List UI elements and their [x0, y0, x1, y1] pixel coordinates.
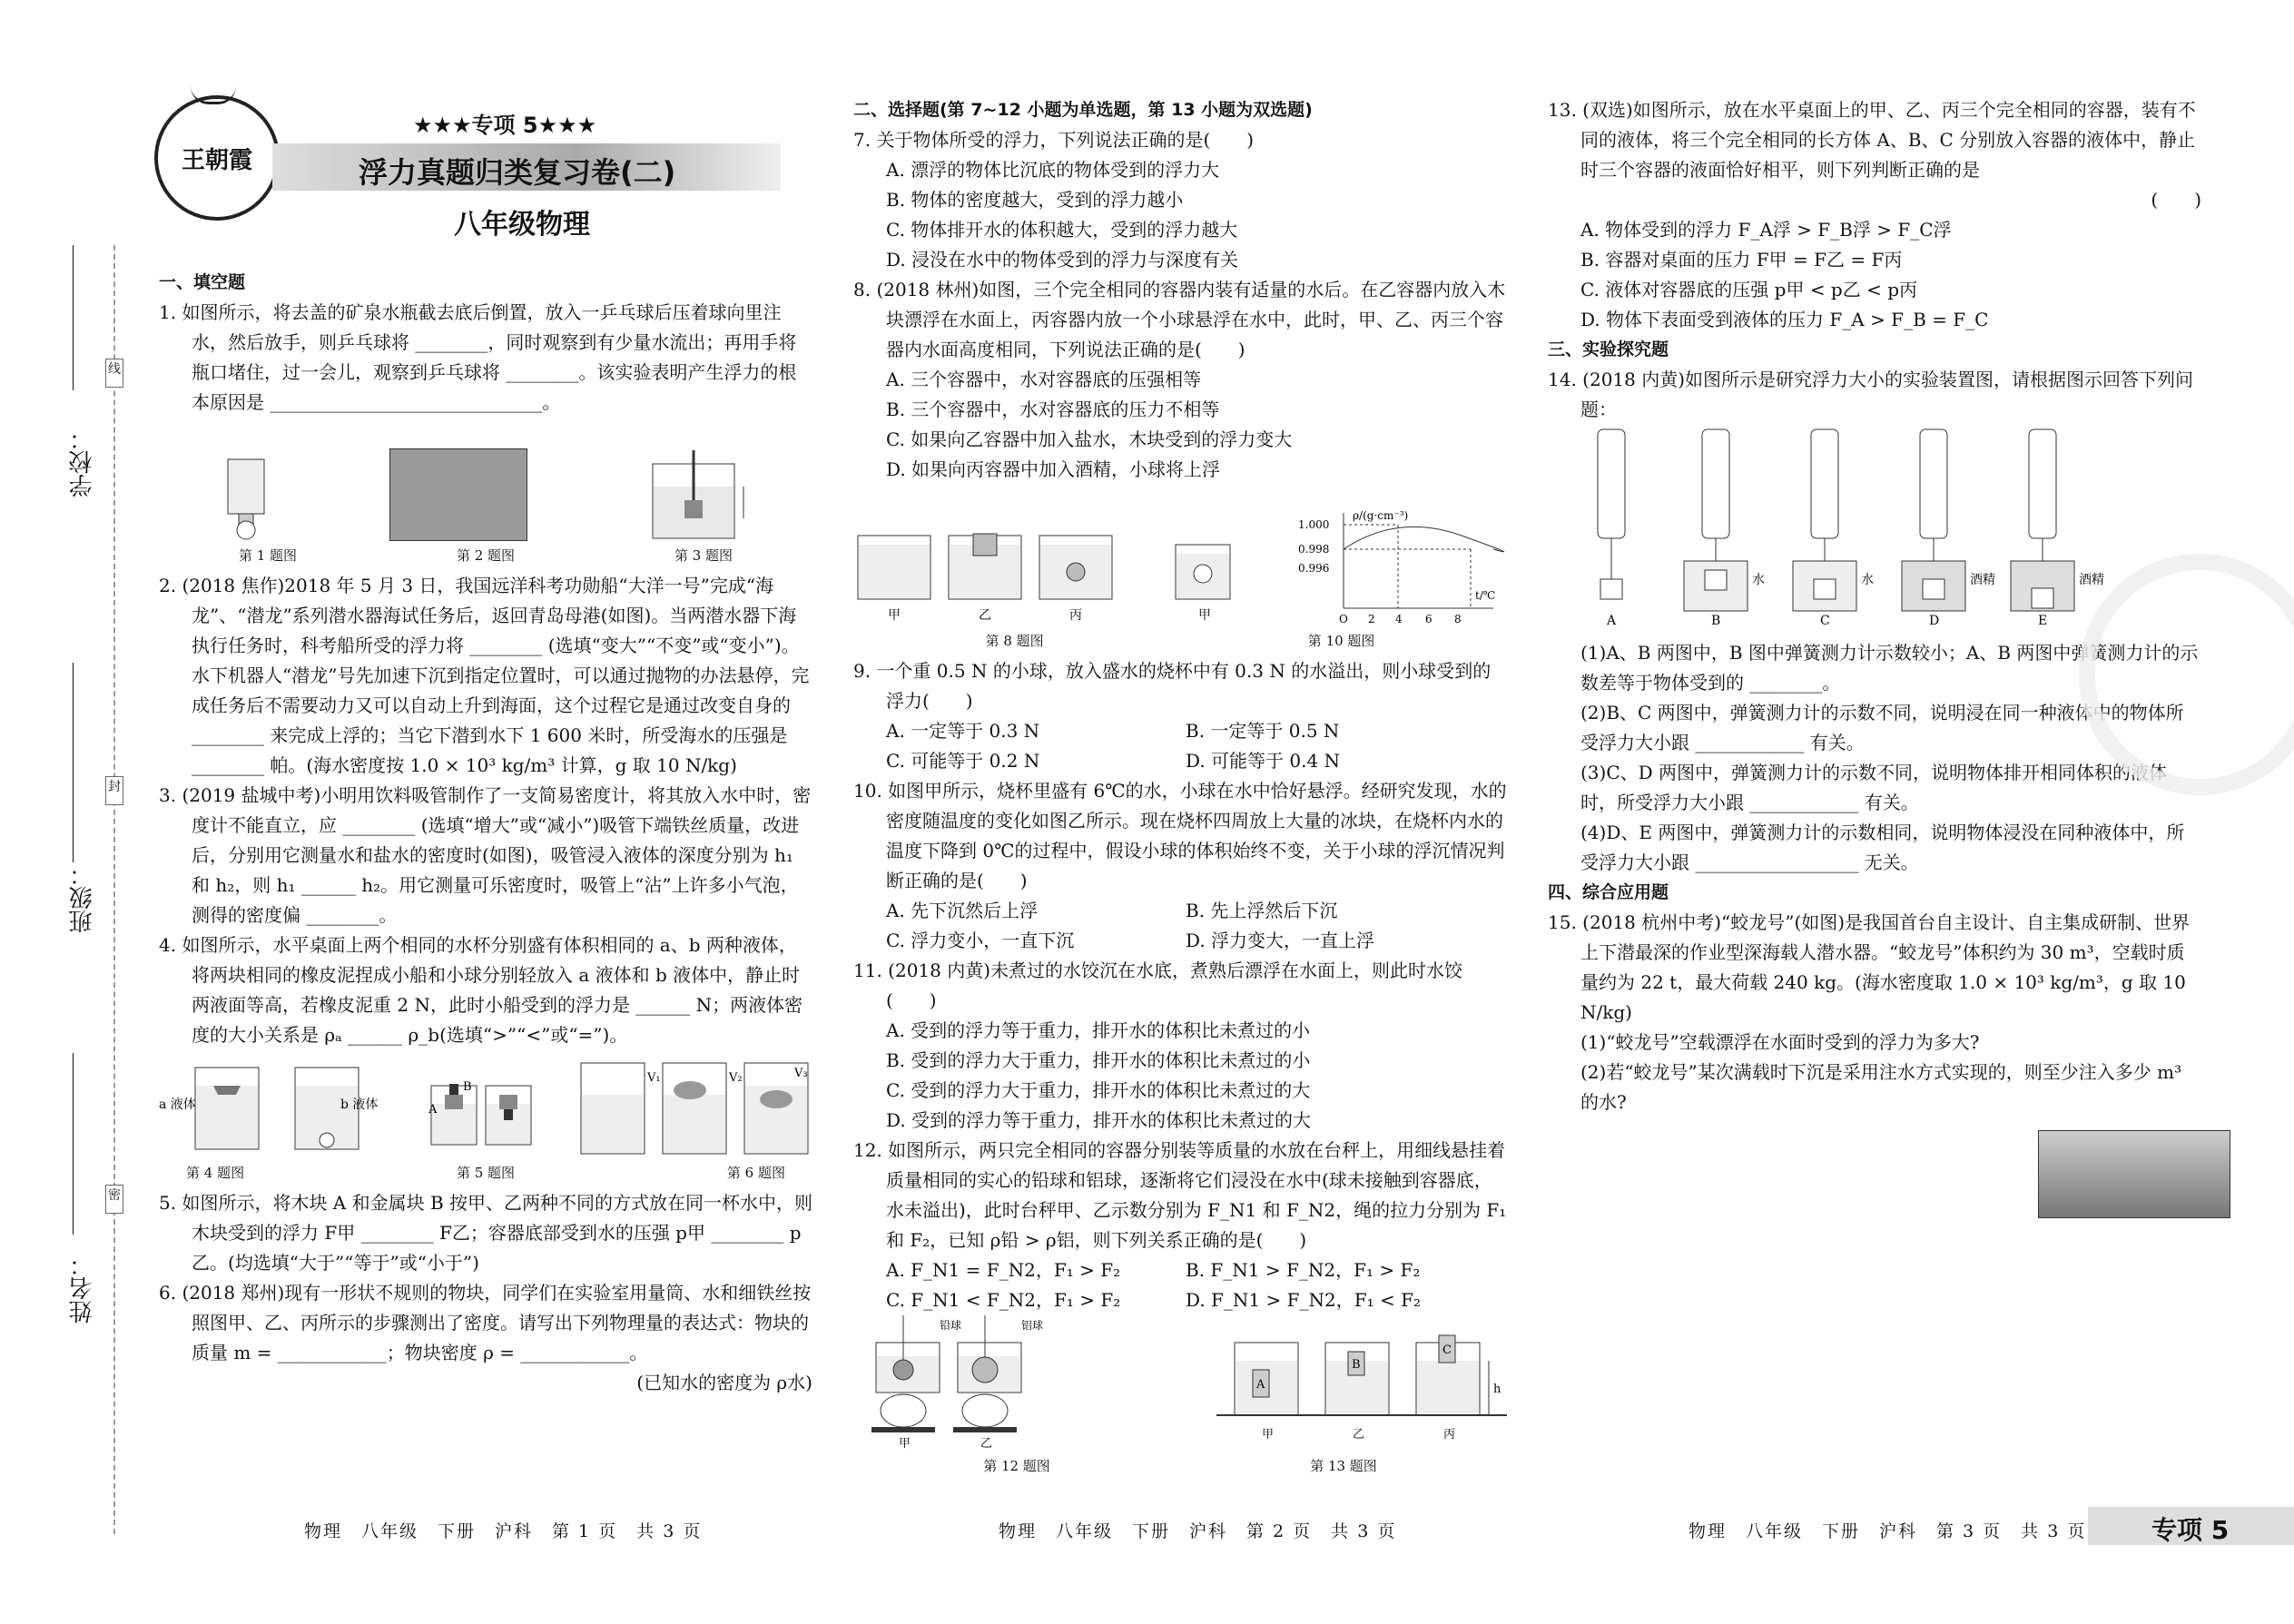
- school-label: 学校：: [69, 427, 96, 497]
- caption-fig12: 第 12 题图: [983, 1458, 1050, 1474]
- fig15-submarine-photo: [2038, 1130, 2230, 1218]
- caption-fig10: 第 10 题图: [1307, 633, 1375, 649]
- page-subtitle: 八年级物理: [454, 209, 590, 241]
- q8-option-c: C. 如果向乙容器中加入盐水，木块受到的浮力变大: [886, 428, 1293, 450]
- q12-option-d: D. F_N1 > F_N2，F₁ < F₂: [1186, 1289, 1421, 1311]
- question-5: 5. 如图所示，将木块 A 和金属块 B 按甲、乙两种不同的方式放在同一杯水中，则木块受到的浮力 F甲 ________ F乙；容器底部受到水的压强 p甲 ________ p乙。(均选填“大于”“等于”或“小于”): [159, 1192, 813, 1274]
- q7-option-c: C. 物体排开水的体积越大，受到的浮力越大: [886, 219, 1238, 241]
- q8-option-d: D. 如果向丙容器中加入酒精，小球将上浮: [886, 458, 1221, 480]
- fig10-x4: 4: [1395, 613, 1403, 625]
- fig14-water-b: 水: [1752, 573, 1765, 587]
- section-application: 四、综合应用题: [1548, 882, 1669, 902]
- topic-tag: ★★★专项 5★★★: [413, 113, 597, 138]
- q11-option-b: B. 受到的浮力大于重力，排开水的体积比未煮过的小: [886, 1049, 1311, 1071]
- footer-page-3: 物理 八年级 下册 沪科 第 3 页 共 3 页: [1689, 1521, 2087, 1541]
- fig12-lead-label: 铅球: [940, 1319, 962, 1332]
- fig6-v3: V₃: [794, 1067, 808, 1080]
- binding-line: [113, 245, 115, 1534]
- fig14-spring-scales: [1584, 425, 2165, 629]
- question-13: 13. (双选)如图所示，放在水平桌面上的甲、乙、丙三个完全相同的容器，装有不同的液体，将三个完全相同的长方体 A、B、C 分别放入容器的液体中，静止时三个容器的液面恰好相平，则下列判断正确的是: [1548, 99, 2196, 181]
- question-14: 14. (2018 内黄)如图所示是研究浮力大小的实验装置图，请根据图示回答下列问题：: [1548, 369, 2194, 420]
- fig14-label-e: E: [2038, 614, 2048, 628]
- fig8-jia: 甲: [888, 608, 901, 623]
- fig10-beaker: [1167, 517, 1248, 626]
- q12-option-c: C. F_N1 < F_N2，F₁ > F₂: [886, 1289, 1121, 1311]
- fig6-v1: V₁: [647, 1071, 661, 1085]
- caption-fig2: 第 2 题图: [456, 547, 516, 564]
- fig5-label-b: B: [463, 1080, 472, 1094]
- question-10: 10. 如图甲所示，烧杯里盛有 6℃的水，小球在水中恰好悬浮。经研究发现，水的密度随温度的变化如图乙所示。现在烧杯四周放上大量的冰块，在烧杯内水的温度下降到 0℃的过程中，假设小球的体积始终不变，关于小球的浮沉情况判断正确的是( ): [853, 780, 1507, 891]
- class-line: [73, 663, 74, 862]
- question-15: 15. (2018 杭州中考)“蛟龙号”(如图)是我国首台自主设计、自主集成研制、世界上下潜最深的作业型深海载人潜水器。“蛟龙号”体积约为 30 m³，空载时质量约为 22 t，最大荷载 240 kg。(海水密度取 1.0 × 10³ kg/m³，g 取 10 N/kg): [1548, 911, 2191, 1023]
- fig13-jia: 甲: [1262, 1428, 1275, 1442]
- seal-mark-2: 封: [105, 776, 123, 805]
- question-7: 7. 关于物体所受的浮力，下列说法正确的是( ): [853, 129, 1255, 151]
- fig14-scale-a: [1598, 429, 1625, 599]
- q11-option-c: C. 受到的浮力大于重力，排开水的体积比未煮过的大: [886, 1079, 1311, 1101]
- q10-options-row2: [853, 926, 1507, 956]
- fig10-x6: 6: [1425, 613, 1433, 625]
- fig4-cups: [159, 1058, 386, 1158]
- fig14-scale-e: [2011, 429, 2074, 611]
- q12-options-row2: [853, 1285, 1507, 1315]
- q9-option-d: D. 可能等于 0.4 N: [1186, 750, 1341, 772]
- fig3-beaker: [639, 450, 757, 541]
- section-fill-blank: 一、填空题: [159, 272, 246, 292]
- fig4-label-a: a 液体: [159, 1097, 196, 1112]
- fig13-c: C: [1442, 1343, 1452, 1357]
- q10-option-a: A. 先下沉然后上浮: [886, 900, 1039, 921]
- seal-mark-1: 线: [105, 359, 123, 388]
- q13-option-a: A. 物体受到的浮力 F_A浮 > F_B浮 > F_C浮: [1580, 219, 1952, 241]
- fig6-cylinders: [576, 1058, 812, 1158]
- fig10-x2: 2: [1368, 613, 1375, 625]
- q15-part-2: (2)若“蛟龙号”某次满载时下沉是采用注水方式实现的，则至少注入多少 m³ 的水?: [1580, 1061, 2182, 1113]
- fig10-y2: 0.998: [1298, 543, 1330, 556]
- fig12-al-label: 铝球: [1021, 1319, 1044, 1332]
- question-3: 3. (2019 盐城中考)小明用饮料吸管制作了一支简易密度计，将其放入水中时，密度计不能直立，应 ________ (选填“增大”或“减小”)吸管下端铁丝质量，改进后，分别用它测量水和盐水的密度时(如图)，吸管浸入液体的深度分别为 h₁ 和 h₂，则 h₁ ______ h₂。用它测量可乐密度时，吸管上“沾”上许多小气泡，测得的密度偏 ________。: [159, 784, 812, 926]
- school-line: [73, 245, 74, 390]
- fig14-alcohol-d: 酒精: [1970, 573, 1995, 587]
- fig5-blocks: [427, 1058, 536, 1158]
- fig6-v2: V₂: [729, 1071, 743, 1085]
- figures-4-6: [159, 1054, 812, 1158]
- q14-part-2: (2)B、C 两图中，弹簧测力计的示数不同，说明浸在同一种液体中的物体所受浮力大小跟 ____________ 有关。: [1580, 702, 2184, 753]
- q14-part-3: (3)C、D 两图中，弹簧测力计的示数不同，说明物体排开相同体积的液体时，所受浮力大小跟 ____________ 有关。: [1580, 762, 2168, 813]
- q14-part-1: (1)A、B 两图中，B 图中弹簧测力计示数较小；A、B 两图中弹簧测力计的示数差等于物体受到的 ________。: [1580, 642, 2199, 694]
- q10-options-row1: [853, 896, 1507, 926]
- question-13-paren: ( ): [2151, 189, 2201, 211]
- fig10-ylabel: ρ/(g·cm⁻³): [1353, 509, 1409, 522]
- name-line: [73, 1053, 74, 1235]
- seal-mark-3: 密: [105, 1185, 123, 1214]
- q7-option-d: D. 浸没在水中的物体受到的浮力与深度有关: [886, 249, 1239, 271]
- q10-option-d: D. 浮力变大，一直上浮: [1186, 930, 1375, 951]
- caption-fig3: 第 3 题图: [674, 547, 733, 564]
- fig12-scales: [853, 1315, 1053, 1452]
- caption-fig5: 第 5 题图: [456, 1165, 516, 1181]
- fig8-yi: 乙: [979, 608, 991, 623]
- q10-option-c: C. 浮力变小，一直下沉: [886, 930, 1075, 951]
- fig12-jia: 甲: [899, 1437, 911, 1451]
- q11-option-d: D. 受到的浮力等于重力，排开水的体积比未煮过的大: [886, 1109, 1312, 1131]
- fig5-label-a: A: [428, 1103, 438, 1117]
- fig10-xlabel: t/℃: [1475, 589, 1496, 602]
- question-12: 12. 如图所示，两只完全相同的容器分别装等质量的水放在台秤上，用细线悬挂着质量相同的实心的铅球和铝球，逐渐将它们浸没在水中(球未接触到容器底，水未溢出)，此时台秤甲、乙示数分别为 F_N1 和 F_N2，绳的拉力分别为 F₁ 和 F₂，已知 ρ铅 > ρ铝，则下列关系正确的是( ): [853, 1139, 1507, 1251]
- question-4: 4. 如图所示，水平桌面上两个相同的水杯分别盛有体积相同的 a、b 两种液体，将两块相同的橡皮泥捏成小船和小球分别轻放入 a 液体和 b 液体中，静止时两液面等高，若橡皮泥重 2 N，此时小船受到的浮力是 ______ N；两液体密度的大小关系是 ρₐ ______ ρ_b(选填“>”“<”或“=”)。: [159, 934, 803, 1046]
- fig10-y1: 1.000: [1298, 518, 1330, 531]
- question-11: 11. (2018 内黄)未煮过的水饺沉在水底，煮熟后漂浮在水面上，则此时水饺( ): [853, 960, 1463, 1011]
- question-1: 1. 如图所示，将去盖的矿泉水瓶截去底后倒置，放入一乒乓球后压着球向里注水，然后放手，则乒乓球将 ________，同时观察到有少量水流出；再用手将瓶口堵住，过一会儿，观察到乒乓球将 ________。该实验表明产生浮力的根本原因是 ______________________________。: [159, 301, 797, 413]
- caption-fig8: 第 8 题图: [985, 633, 1044, 649]
- caption-fig4: 第 4 题图: [186, 1165, 245, 1181]
- question-8: 8. (2018 林州)如图，三个完全相同的容器内装有适量的水后。在乙容器内放入木块漂浮在水面上，丙容器内放一个小球悬浮在水中，此时，甲、乙、丙三个容器内水面高度相同，下列说法正确的是( ): [853, 279, 1506, 360]
- fig12-yi: 乙: [980, 1437, 993, 1451]
- fig13-a: A: [1256, 1378, 1265, 1392]
- q9-options-row2: [853, 746, 1507, 776]
- fig10-jia: 甲: [1198, 608, 1211, 623]
- footer-page-2: 物理 八年级 下册 沪科 第 2 页 共 3 页: [999, 1521, 1397, 1541]
- figures-12-13: [853, 1315, 1507, 1452]
- figures-8-10: [853, 490, 1507, 626]
- q10-option-b: B. 先上浮然后下沉: [1186, 900, 1338, 921]
- q9-options-row1: [853, 716, 1507, 746]
- fig13-b: B: [1352, 1358, 1361, 1372]
- fig13-containers: [1216, 1315, 1507, 1452]
- class-label: 班级：: [69, 862, 96, 933]
- fig2-photo-ship: [389, 448, 527, 541]
- q8-option-b: B. 三个容器中，水对容器底的压力不相等: [886, 399, 1220, 420]
- question-9: 9. 一个重 0.5 N 的小球，放入盛水的烧杯中有 0.3 N 的水溢出，则小球受到的浮力( ): [853, 660, 1492, 712]
- q12-option-a: A. F_N1 = F_N2，F₁ > F₂: [886, 1259, 1121, 1281]
- caption-fig6: 第 6 题图: [726, 1165, 785, 1181]
- q13-option-c: C. 液体对容器底的压强 p甲 < p乙 < p丙: [1580, 279, 1918, 300]
- question-6: 6. (2018 郑州)现有一形状不规则的物块，同学们在实验室用量筒、水和细铁丝按照图甲、乙、丙所示的步骤测出了密度。请写出下列物理量的表达式：物块的质量 m = ____________；物块密度 ρ = ____________。: [159, 1282, 812, 1363]
- fig14-scale-d: [1902, 429, 1965, 611]
- column-1: [159, 268, 812, 1398]
- q14-part-4: (4)D、E 两图中，弹簧测力计的示数相同，说明物体浸没在同种液体中，所受浮力大小跟 __________________ 无关。: [1580, 822, 2185, 873]
- fig14-label-a: A: [1607, 614, 1617, 628]
- section-experiment: 三、实验探究题: [1548, 340, 1669, 359]
- q13-option-d: D. 物体下表面受到液体的压力 F_A > F_B = F_C: [1580, 309, 1989, 330]
- q12-options-row1: [853, 1255, 1507, 1285]
- fig14-water-c: 水: [1861, 573, 1874, 587]
- fig14-alcohol-e: 酒精: [2079, 573, 2104, 587]
- q12-option-b: B. F_N1 > F_N2，F₁ > F₂: [1186, 1259, 1421, 1281]
- q11-option-a: A. 受到的浮力等于重力，排开水的体积比未煮过的小: [886, 1019, 1311, 1041]
- q13-option-b: B. 容器对桌面的压力 F甲 = F乙 = F丙: [1580, 249, 1903, 271]
- q15-part-1: (1)“蛟龙号”空载漂浮在水面时受到的浮力为多大?: [1580, 1031, 1980, 1053]
- fig1-bottle: [214, 450, 278, 541]
- fig13-h: h: [1493, 1383, 1501, 1396]
- fig8-containers: [853, 517, 1117, 626]
- fig13-yi: 乙: [1353, 1428, 1365, 1442]
- footer-page-1: 物理 八年级 下册 沪科 第 1 页 共 3 页: [304, 1521, 703, 1541]
- column-2: [853, 95, 1507, 1481]
- fig10-x0: O: [1339, 613, 1348, 625]
- footer-tag-text: 专项 5: [2151, 1515, 2230, 1545]
- question-2: 2. (2018 焦作)2018 年 5 月 3 日，我国远洋科考功勋船“大洋一号”完成“海龙”、“潜龙”系列潜水器海试任务后，返回青岛母港(如图)。当两潜水器下海执行任务时，科考船所受的浮力将 ________ (选填“变大”“不变”或“变小”)。水下机器人“潜龙”号先加速下沉到指定位置时，可以通过抛物的办法悬停，完成任务后不需要动力又可以自动上升到海面，这个过程它是通过改变自身的 ________ 来完成上浮的；当它下潜到水下 1 600 米时，所受海水的压强是 ________ 帕。(海水密度按 1.0 × 10³ kg/m³ 计算，g 取 10 N/kg): [159, 575, 810, 776]
- caption-fig13: 第 13 题图: [1310, 1458, 1377, 1474]
- fig10-x8: 8: [1454, 613, 1462, 625]
- fig14-scale-b: [1684, 429, 1748, 611]
- q9-option-c: C. 可能等于 0.2 N: [886, 750, 1040, 772]
- section-choice: 二、选择题(第 7~12 小题为单选题，第 13 小题为双选题): [853, 100, 1313, 120]
- fig10-y3: 0.996: [1298, 562, 1330, 575]
- fig14-label-c: C: [1820, 614, 1830, 628]
- page-title: 浮力真题归类复习卷(二): [359, 155, 676, 190]
- figures-1-3: [159, 423, 812, 541]
- q8-option-a: A. 三个容器中，水对容器底的压强相等: [886, 369, 1202, 390]
- q9-option-b: B. 一定等于 0.5 N: [1186, 720, 1340, 742]
- brand-logo: [154, 95, 280, 221]
- brand-name: 王朝霞: [181, 146, 252, 174]
- fig10-density-chart: [1298, 508, 1507, 626]
- fig14-scale-c: [1793, 429, 1856, 611]
- caption-fig1: 第 1 题图: [238, 547, 298, 564]
- fig14-label-d: D: [1929, 614, 1940, 628]
- fig4-label-b: b 液体: [340, 1097, 379, 1112]
- q7-option-a: A. 漂浮的物体比沉底的物体受到的浮力大: [886, 159, 1220, 181]
- q7-option-b: B. 物体的密度越大，受到的浮力越小: [886, 189, 1184, 211]
- question-6-note: (已知水的密度为 ρ水): [636, 1372, 812, 1393]
- fig8-bing: 丙: [1069, 608, 1082, 623]
- name-label: 姓名：: [69, 1253, 96, 1324]
- fig13-bing: 丙: [1443, 1428, 1456, 1442]
- fig14-label-b: B: [1711, 614, 1721, 628]
- q9-option-a: A. 一定等于 0.3 N: [886, 720, 1040, 742]
